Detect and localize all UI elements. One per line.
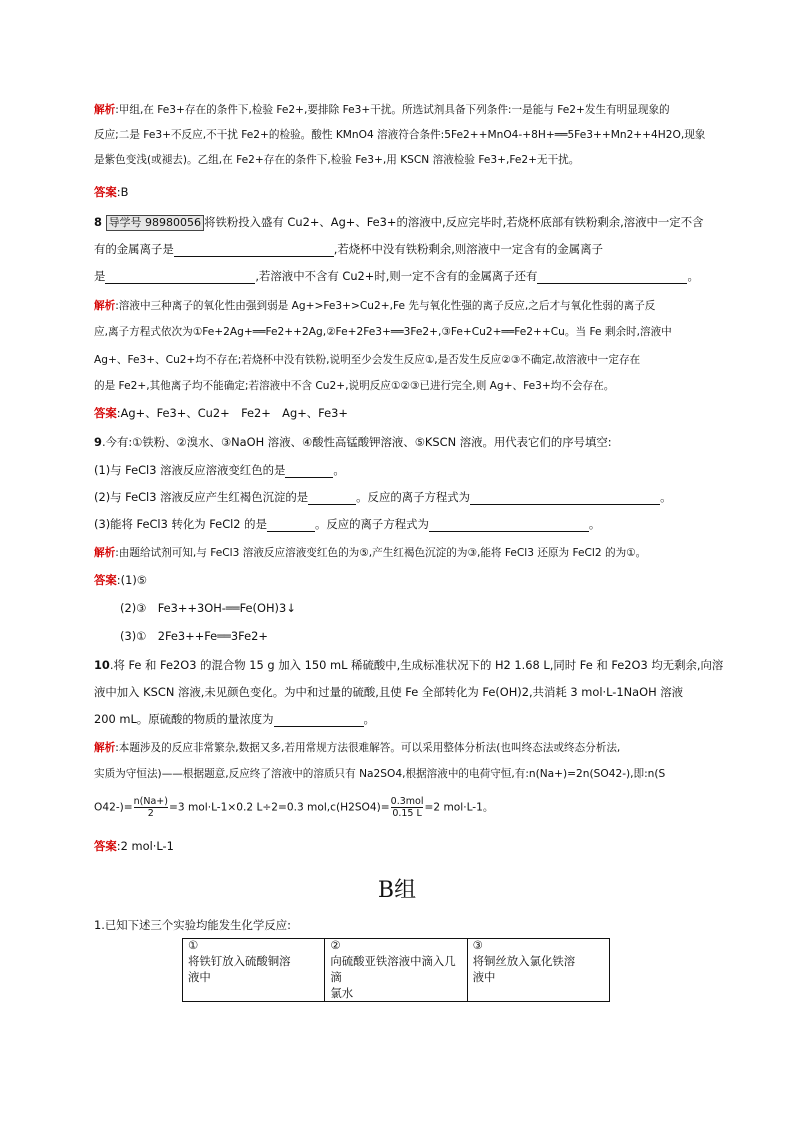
table-header-cell: ②: [325, 939, 467, 954]
answer-blank[interactable]: [274, 713, 364, 727]
p9-answer-1: 答案:(1)⑤: [94, 573, 147, 587]
fraction: $\frac{\text{0.3mol}}{0.15 L}$: [390, 796, 424, 819]
answer-label: 答案: [94, 573, 117, 587]
experiment-table: [182, 938, 610, 1002]
p8-question-line-3: 是 ,若溶液中不含有 Cu2+时,则一定不含有的金属离子还有 。: [94, 269, 699, 283]
p8-question-line-1: 8 导学号 98980056 将铁粉投入盛有 Cu2+、Ag+、Fe3+的溶液中,反应完毕时,若烧杯底部有铁粉剩余,溶液中一定不含: [94, 215, 704, 229]
section-heading: B组: [377, 878, 417, 903]
p8-analysis-line-3: Ag+、Fe3+、Cu2+均不存在;若烧杯中没有铁粉,说明至少会发生反应①,是否发生反应②③不确定,故溶液中一定存在: [94, 354, 641, 366]
p9-question-line-1: 9.今有:①铁粉、②溴水、③NaOH 溶液、④酸性高锰酸钾溶液、⑤KSCN 溶液。用代表它们的序号填空:: [94, 435, 612, 449]
table-cell: 将铁钉放入硫酸铜溶 液中: [183, 953, 325, 1002]
p10-analysis-line-3: $O42-)=\frac{n(Na+)}{2}$ =3 mol·L-1×0.2 L÷2=0.3 $mol,c(H2SO4)=\frac{\text{0.3mol}}{0.15 L}$ =2 mol·L-1。: [94, 796, 494, 819]
p8-answer: 答案:Ag+、Fe3+、Cu2+ Fe2+ Ag+、Fe3+: [94, 406, 348, 420]
answer-label: 答案: [94, 839, 117, 853]
p7-analysis-line-3: 是紫色变浅(或褪去)。乙组,在 Fe2+存在的条件下,检验 Fe3+,用 KSCN 溶液检验 Fe3+,Fe2+无干扰。: [94, 154, 580, 166]
p9-question-line-2: (1)与 FeCl3 溶液反应溶液变红色的是 。: [94, 463, 345, 477]
p8-analysis-line-1: 解析:溶液中三种离子的氧化性由强到弱是 Ag+>Fe3+>Cu2+,Fe 先与氧化性强的离子反应,之后才与氧化性弱的离子反: [94, 300, 656, 312]
answer-blank[interactable]: [267, 518, 315, 532]
p10-analysis-line-1: 解析:本题涉及的反应非常繁杂,数据又多,若用常规方法很难解答。可以采用整体分析法(也叫终态法或终态分析法,: [94, 742, 621, 754]
p7-analysis-line-1: 解析:甲组,在 Fe3+存在的条件下,检验 Fe2+,要排除 Fe3+干扰。所选试剂具备下列条件:一是能与 Fe2+发生有明显现象的: [94, 104, 670, 116]
p10-question-line-2: 液中加入 KSCN 溶液,未见颜色变化。为中和过量的硫酸,且使 Fe 全部转化为 Fe(OH)2,共消耗 3 mol·L-1NaOH 溶液: [94, 685, 684, 699]
answer-blank[interactable]: [308, 491, 356, 505]
analysis-label: 解析: [94, 742, 116, 754]
p10-answer: 答案:2 mol·L-1: [94, 839, 174, 853]
p9-answer-3: (3)① 2Fe3++Fe══3Fe2+: [120, 629, 268, 643]
analysis-label: 解析: [94, 104, 116, 116]
groupB-question-1: 1.已知下述三个实验均能发生化学反应:: [94, 918, 291, 932]
p10-question-line-1: 10.将 Fe 和 Fe2O3 的混合物 15 g 加入 150 mL 稀硫酸中,生成标准状况下的 H2 1.68 L,同时 Fe 和 Fe2O3 均无剩余,向溶: [94, 658, 724, 672]
p9-answer-2: (2)③ Fe3++3OH-══Fe(OH)3↓: [120, 601, 296, 615]
answer-blank[interactable]: [285, 464, 333, 478]
answer-label: 答案: [94, 406, 117, 420]
question-id-tag[interactable]: 导学号 98980056: [106, 215, 205, 231]
p9-question-line-4: (3)能将 FeCl3 转化为 FeCl2 的是 。反应的离子方程式为 。: [94, 517, 601, 531]
answer-blank[interactable]: [105, 270, 255, 284]
p10-question-line-3: 200 mL。原硫酸的物质的量浓度为 。: [94, 712, 375, 726]
table-header-cell: ①: [183, 939, 325, 954]
answer-blank[interactable]: [174, 243, 334, 257]
fraction: $\frac{n(Na+)}{2}$: [133, 796, 168, 819]
table-header-cell: ③: [467, 939, 609, 954]
p8-question-line-2: 有的金属离子是 ,若烧杯中没有铁粉剩余,则溶液中一定含有的金属离子: [94, 242, 603, 256]
analysis-label: 解析: [94, 300, 116, 312]
p8-analysis-line-2: 应,离子方程式依次为①Fe+2Ag+══Fe2++2Ag,②Fe+2Fe3+══3Fe2+,③Fe+Cu2+══Fe2++Cu。当 Fe 剩余时,溶液中: [94, 326, 672, 338]
p8-analysis-line-4: 的是 Fe2+,其他离子均不能确定;若溶液中不含 Cu2+,说明反应①②③已进行完全,则 Ag+、Fe3+均不会存在。: [94, 380, 615, 392]
answer-blank[interactable]: [470, 491, 660, 505]
analysis-label: 解析: [94, 547, 116, 559]
answer-blank[interactable]: [429, 518, 589, 532]
p7-analysis-line-2: 反应;二是 Fe3+不反应,不干扰 Fe2+的检验。酸性 KMnO4 溶液符合条件:5Fe2++MnO4-+8H+══5Fe3++Mn2++4H2O,现象: [94, 129, 706, 141]
p9-question-line-3: (2)与 FeCl3 溶液反应产生红褐色沉淀的是 。反应的离子方程式为 。: [94, 490, 672, 504]
p9-analysis: 解析:由题给试剂可知,与 FeCl3 溶液反应溶液变红色的为⑤,产生红褐色沉淀的为③,能将 FeCl3 还原为 FeCl2 的为①。: [94, 547, 647, 559]
p10-analysis-line-2: 实质为守恒法)——根据题意,反应终了溶液中的溶质只有 Na2SO4,根据溶液中的电荷守恒,有:n(Na+)=2n(SO42-),即:n(S: [94, 768, 666, 780]
answer-label: 答案: [94, 185, 117, 199]
table-cell: 将铜丝放入氯化铁溶 液中: [467, 953, 609, 1002]
answer-blank[interactable]: [537, 270, 687, 284]
table-cell: 向硫酸亚铁溶液中滴入几滴 氯水: [325, 953, 467, 1002]
p7-answer: 答案:B: [94, 185, 129, 199]
